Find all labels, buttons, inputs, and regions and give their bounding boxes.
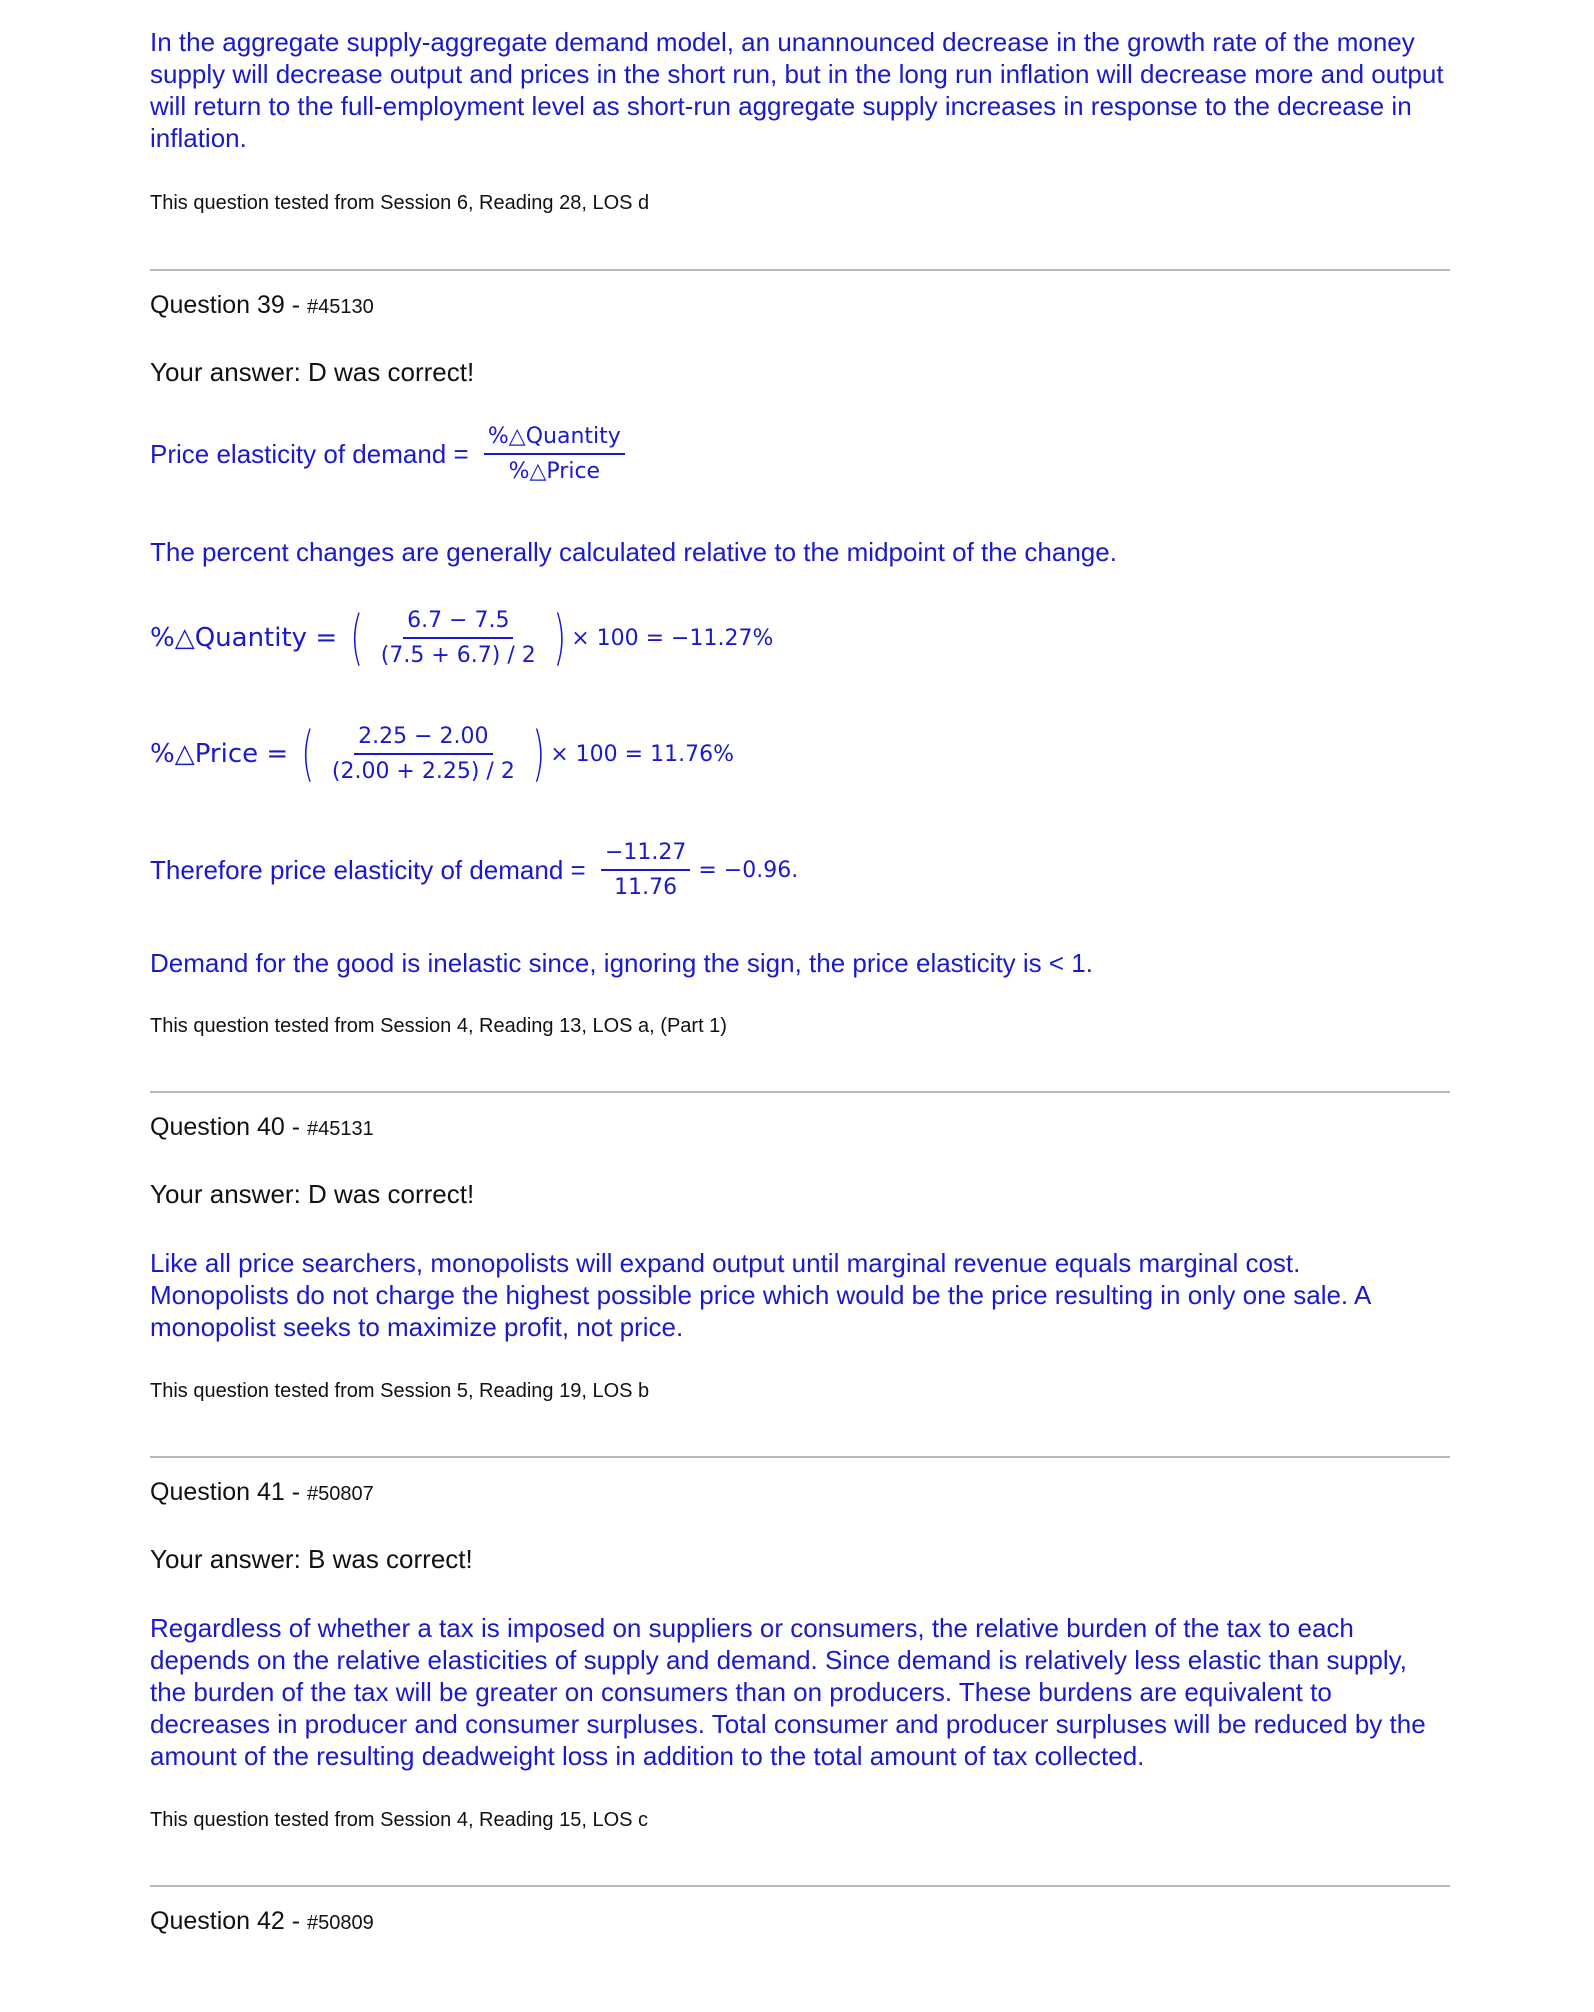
quantity-formula bbox=[150, 603, 774, 673]
question-title: Question 39 - bbox=[150, 291, 308, 319]
question-number: #50807 bbox=[307, 1483, 374, 1505]
therefore-label: Therefore price elasticity of demand = bbox=[150, 854, 593, 885]
divider bbox=[150, 1456, 1450, 1458]
quantity-label: %△Quantity = bbox=[150, 623, 346, 653]
divider bbox=[150, 1091, 1450, 1093]
therefore-denominator: 11.76 bbox=[614, 875, 678, 900]
intro-explanation: In the aggregate supply-aggregate demand model, an unannounced decrease in the growth rate of the money supply will decrease output and prices in the short run, but in the long run inflation will decrease more and output will return to the full-employment level as short-run aggregate supply increases in response to the decrease in inflation. bbox=[150, 27, 1444, 153]
elasticity-label: Price elasticity of demand = bbox=[150, 438, 476, 469]
left-paren: ( bbox=[301, 719, 315, 789]
question-41-explanation: Regardless of whether a tax is imposed on suppliers or consumers, the relative burden of the tax to each depends on the relative elasticities of supply and demand. Since demand is relatively less elastic than supply, the burden of the tax will be greater on consumers than on producers. These burdens are equivalent to decreases in producer and consumer surpluses. Total consumer and producer surpluses will be reduced by the amount of the resulting deadweight loss in addition to the total amount of tax collected. bbox=[150, 1613, 1426, 1771]
elasticity-denominator: %△Price bbox=[508, 459, 601, 484]
question-40-answer: Your answer: D was correct! bbox=[150, 1179, 475, 1209]
question-title: Question 40 - bbox=[150, 1113, 308, 1141]
question-number: #45130 bbox=[307, 296, 374, 318]
question-40-explanation: Like all price searchers, monopolists will expand output until marginal revenue equals marginal cost. Monopolists do not charge the highest possible price which would be the price resulting in only one sale. A monopolist seeks to maximize profit, not price. bbox=[150, 1248, 1370, 1342]
intro-reference: This question tested from Session 6, Reading 28, LOS d bbox=[150, 192, 650, 214]
left-paren: ( bbox=[350, 603, 364, 673]
question-39-answer: Your answer: D was correct! bbox=[150, 357, 475, 387]
quantity-fraction bbox=[377, 608, 540, 668]
question-39-reference: This question tested from Session 4, Reading 13, LOS a, (Part 1) bbox=[150, 1015, 727, 1037]
price-fraction bbox=[328, 724, 519, 784]
divider bbox=[150, 1885, 1450, 1887]
question-42-heading bbox=[150, 1906, 374, 1938]
quantity-numerator: 6.7 − 7.5 bbox=[403, 608, 513, 639]
right-paren: ) bbox=[532, 719, 545, 789]
question-39-conclusion: Demand for the good is inelastic since, ignoring the sign, the price elasticity is < 1. bbox=[150, 948, 1093, 978]
question-41-answer: Your answer: B was correct! bbox=[150, 1544, 473, 1574]
price-formula bbox=[150, 719, 734, 789]
question-40-heading bbox=[150, 1112, 374, 1144]
therefore-result: = −0.96. bbox=[698, 857, 799, 883]
quantity-result: × 100 = −11.27% bbox=[571, 625, 774, 651]
therefore-formula bbox=[150, 840, 798, 900]
therefore-fraction bbox=[601, 840, 690, 900]
price-numerator: 2.25 − 2.00 bbox=[354, 724, 492, 755]
question-41-heading bbox=[150, 1477, 374, 1509]
elasticity-numerator: %△Quantity bbox=[484, 424, 625, 455]
elasticity-fraction bbox=[484, 424, 625, 484]
therefore-numerator: −11.27 bbox=[601, 840, 690, 871]
price-label: %△Price = bbox=[150, 739, 297, 769]
question-title: Question 41 - bbox=[150, 1478, 308, 1506]
question-40-reference: This question tested from Session 5, Reading 19, LOS b bbox=[150, 1380, 650, 1402]
question-39-heading bbox=[150, 290, 374, 322]
right-paren: ) bbox=[553, 603, 566, 673]
quantity-denominator: (7.5 + 6.7) / 2 bbox=[380, 643, 536, 668]
price-denominator: (2.00 + 2.25) / 2 bbox=[331, 759, 515, 784]
question-number: #45131 bbox=[307, 1118, 374, 1140]
midpoint-text: The percent changes are generally calculated relative to the midpoint of the change. bbox=[150, 537, 1117, 567]
question-41-reference: This question tested from Session 4, Reading 15, LOS c bbox=[150, 1809, 649, 1831]
elasticity-formula bbox=[150, 424, 633, 484]
question-title: Question 42 - bbox=[150, 1907, 308, 1935]
question-number: #50809 bbox=[307, 1912, 374, 1934]
divider bbox=[150, 269, 1450, 271]
price-result: × 100 = 11.76% bbox=[550, 741, 734, 767]
